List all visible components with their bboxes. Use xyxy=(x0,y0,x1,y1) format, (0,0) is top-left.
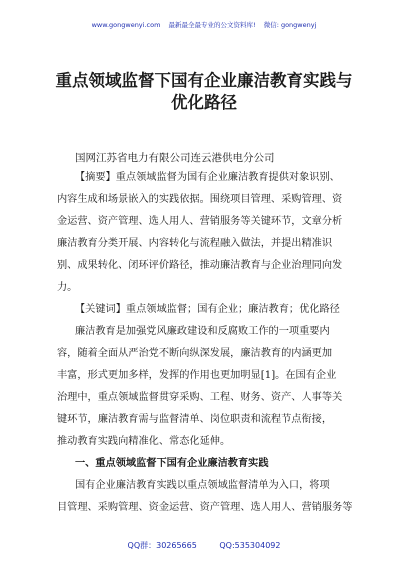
abstract-line: 力。 xyxy=(57,282,78,293)
paragraph-line: 目管理、采购管理、资金运营、资产管理、选人用人、营销服务等 xyxy=(57,502,353,513)
author-organization: 国网江苏省电力有限公司连云港供电分公司 xyxy=(75,152,275,164)
section-heading: 一、重点领域监督下国有企业廉洁教育实践 xyxy=(75,458,269,469)
title-line-1: 重点领域监督下国有企业廉洁教育实践与 xyxy=(55,71,353,90)
paragraph-line: 键环节，廉洁教育需与监督清单、岗位职责和流程节点衔接， xyxy=(57,414,333,425)
site-footer xyxy=(0,540,408,551)
paragraph-line: 容，随着全面从严治党不断向纵深发展，廉洁教育的内涵更加 xyxy=(57,348,333,359)
abstract-line: 廉洁教育分类开展、内容转化与流程融入做法，并提出精准识 xyxy=(57,238,333,249)
paragraph-line: 廉洁教育是加强党风廉政建设和反腐败工作的一项重要内 xyxy=(75,326,330,337)
abstract-line: 金运营、资产管理、选人用人、营销服务等关键环节，文章分析 xyxy=(57,216,343,227)
abstract-line: 【摘要】重点领域监督为国有企业廉洁教育提供对象识别、 xyxy=(75,172,340,183)
document-body xyxy=(57,167,355,519)
abstract-line: 别、成果转化、闭环评价路径，推动廉洁教育与企业治理同向发 xyxy=(57,260,343,271)
paragraph-line: 丰富，形式更加多样，发挥的作用也更加明显[1]。在国有企业 xyxy=(57,370,337,381)
paragraph-line: 治理中，重点领域监督贯穿采购、工程、财务、资产、人事等关 xyxy=(57,392,343,403)
site-header xyxy=(0,20,408,29)
keywords-line: 【关键词】重点领域监督；国有企业；廉洁教育；优化路径 xyxy=(75,304,340,315)
title-line-2: 优化路径 xyxy=(171,93,237,112)
document-title xyxy=(0,70,408,114)
site-slogan: 最新最全最专业的公文资料库! xyxy=(168,21,256,29)
paragraph-line: 国有企业廉洁教育实践以重点领域监督清单为入口，将项 xyxy=(75,480,330,491)
site-url[interactable]: www.gongwenyi.com xyxy=(91,21,161,29)
abstract-line: 内容生成和场景嵌入的实践依据。围绕项目管理、采购管理、资 xyxy=(57,194,343,205)
wechat-id: 微信: gongwenyj xyxy=(263,21,317,29)
qq-contact: QQ:535304092 xyxy=(219,541,281,550)
paragraph-line: 推动教育实践向精准化、常态化延伸。 xyxy=(57,436,231,447)
qq-group: QQ群：30265665 xyxy=(127,541,197,550)
